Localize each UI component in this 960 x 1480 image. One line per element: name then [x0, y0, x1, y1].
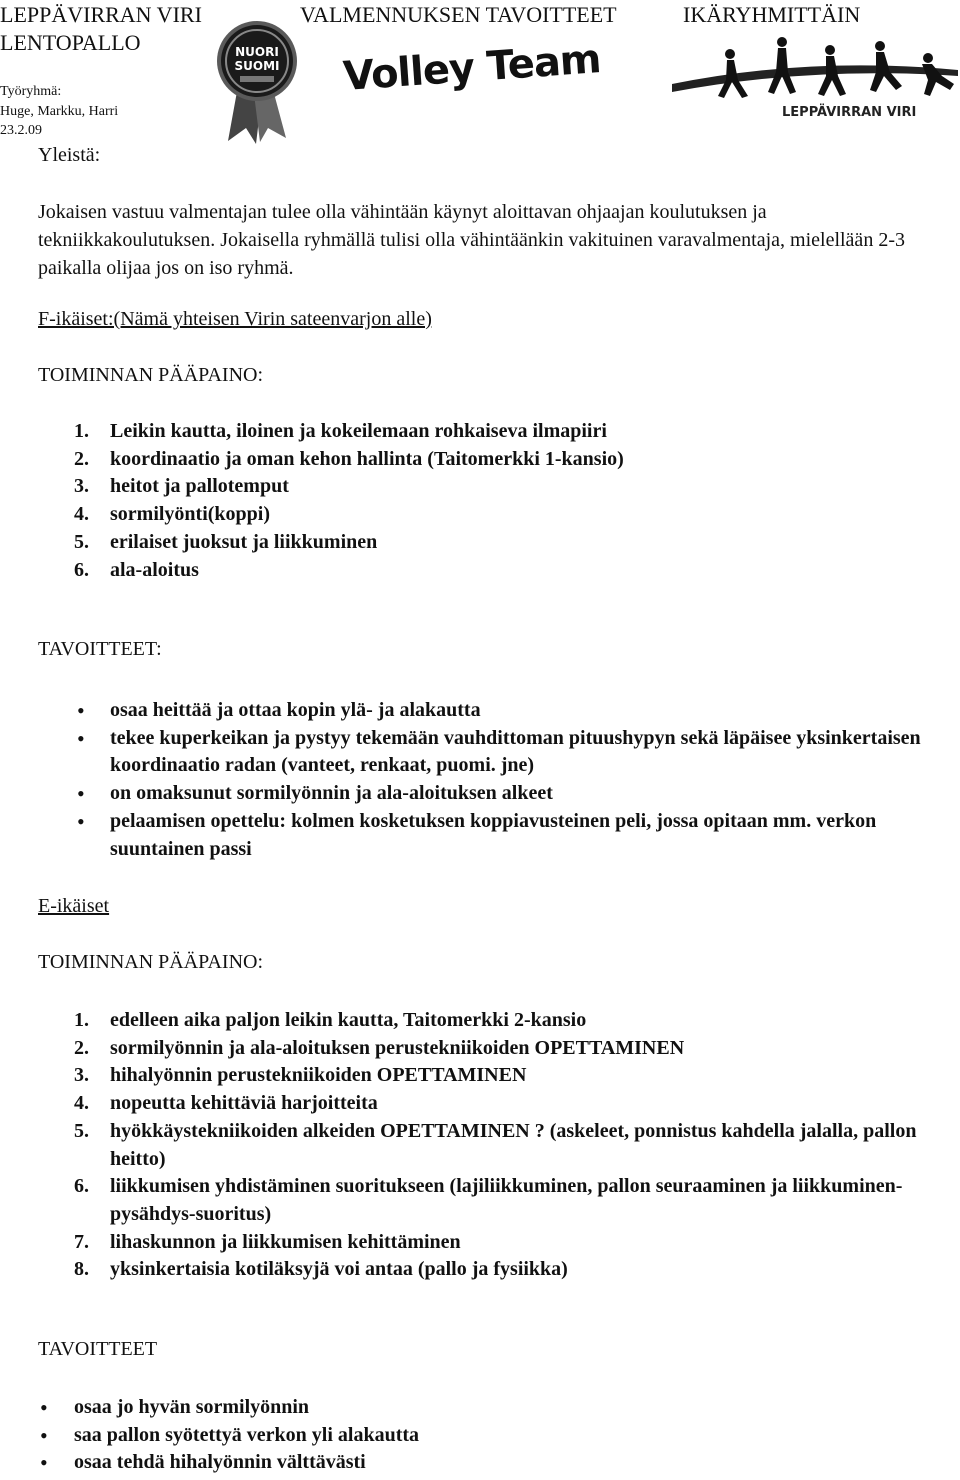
e-section-heading: E-ikäiset — [38, 895, 110, 917]
list-item: 1. edelleen aika paljon leikin kautta, Taitomerkki 2-kansio — [74, 1009, 587, 1031]
list-item: • tekee kuperkeikan ja pystyy tekemään vauhdittoman pituushypyn sekä läpäisee yksinkertaisen koordinaatio radan (vanteet, renkaat, puomi. jne) — [77, 725, 921, 777]
f-focus-list — [74, 418, 930, 584]
header-subtitle: IKÄRYHMITTÄIN — [683, 2, 861, 27]
e-focus-list — [74, 1007, 930, 1284]
list-item: 3. heitot ja pallotemput — [74, 475, 289, 498]
general-heading: Yleistä: — [38, 144, 101, 166]
bullet-icon: • — [40, 1395, 48, 1420]
general-paragraph: Jokaisen vastuu valmentajan tulee olla vähintään käynyt aloittavan ohjaajan koulutuksen ja tekniikkakoulutuksen. Jokaisella ryhmällä tulisi olla vähintäänkin vakituinen varavalmentaja, mielellään 2-3 paikalla olijaa jos on iso ryhmä. — [38, 201, 905, 279]
bullet-icon: • — [77, 698, 85, 723]
list-item: • saa pallon syötettyä verkon yli alakautta — [40, 1422, 420, 1448]
header-title: VALMENNUKSEN TAVOITTEET — [300, 2, 617, 27]
list-item: 5. hyökkäystekniikoiden alkeiden OPETTAMINEN ? (askeleet, ponnistus kahdella jalalla, pallon heitto) — [74, 1119, 917, 1170]
list-item: 6. liikkumisen yhdistäminen suoritukseen (lajiliikkuminen, pallon seuraaminen ja liikkuminen-pysähdys-suoritus) — [74, 1175, 903, 1225]
f-section-heading: F-ikäiset:(Nämä yhteisen Virin sateenvarjon alle) — [38, 308, 432, 330]
e-goals-list — [40, 1394, 934, 1477]
list-item: 2. koordinaatio ja oman kehon hallinta (Taitomerkki 1-kansio) — [74, 447, 624, 470]
list-item: • pelaamisen opettelu: kolmen kosketuksen koppiavusteinen peli, jossa opitaan mm. verkon suuntainen passi — [77, 808, 877, 860]
list-item: 2. sormilyönnin ja ala-aloituksen perustekniikoiden OPETTAMINEN — [74, 1036, 685, 1059]
header-sport: LENTOPALLO — [0, 30, 141, 55]
bullet-icon: • — [77, 781, 85, 807]
bullet-icon: • — [40, 1450, 48, 1476]
workgroup-label: Työryhmä: — [0, 84, 62, 99]
list-item: • on omaksunut sormilyönnin ja ala-aloituksen alkeet — [77, 781, 553, 807]
bullet-icon: • — [77, 808, 85, 834]
list-item: • osaa tehdä hihalyönnin välttävästi — [40, 1450, 366, 1476]
svg-text:NUORI: NUORI — [235, 45, 279, 59]
bullet-icon: • — [77, 725, 85, 751]
svg-text:SUOMI: SUOMI — [234, 59, 280, 73]
logo-right-text: LEPPÄVIRRAN VIRI — [782, 105, 917, 120]
f-goals-heading: TAVOITTEET: — [38, 638, 162, 660]
leppavirran-viri-logo — [670, 36, 960, 126]
volley-team-logo: Volley Team — [341, 36, 602, 100]
list-item: • osaa heittää ja ottaa kopin ylä- ja alakautta — [77, 698, 481, 723]
list-item: 7. lihaskunnon ja liikkumisen kehittäminen — [74, 1230, 461, 1253]
list-item: • osaa jo hyvän sormilyönnin — [40, 1395, 310, 1420]
nuori-suomi-logo — [216, 16, 298, 146]
list-item: 3. hihalyönnin perustekniikoiden OPETTAMINEN — [74, 1064, 527, 1087]
list-item: 6. ala-aloitus — [74, 558, 199, 581]
e-focus-heading: TOIMINNAN PÄÄPAINO: — [38, 951, 264, 973]
list-item: 8. yksinkertaisia kotiläksyjä voi antaa (pallo ja fysiikka) — [74, 1258, 568, 1281]
header-org: LEPPÄVIRRAN VIRI — [0, 2, 202, 27]
f-focus-heading: TOIMINNAN PÄÄPAINO: — [38, 364, 264, 386]
document-date: 23.2.09 — [0, 123, 42, 138]
f-goals-list — [77, 697, 950, 863]
workgroup-members: Huge, Markku, Harri — [0, 104, 119, 119]
list-item: 4. nopeutta kehittäviä harjoitteita — [74, 1092, 378, 1115]
bullet-icon: • — [40, 1422, 48, 1448]
list-item: 4. sormilyönti(koppi) — [74, 503, 271, 526]
list-item: 1. Leikin kautta, iloinen ja kokeilemaan rohkaiseva ilmapiiri — [74, 420, 607, 442]
list-item: 5. erilaiset juoksut ja liikkuminen — [74, 530, 378, 553]
e-goals-heading: TAVOITTEET — [38, 1338, 158, 1360]
